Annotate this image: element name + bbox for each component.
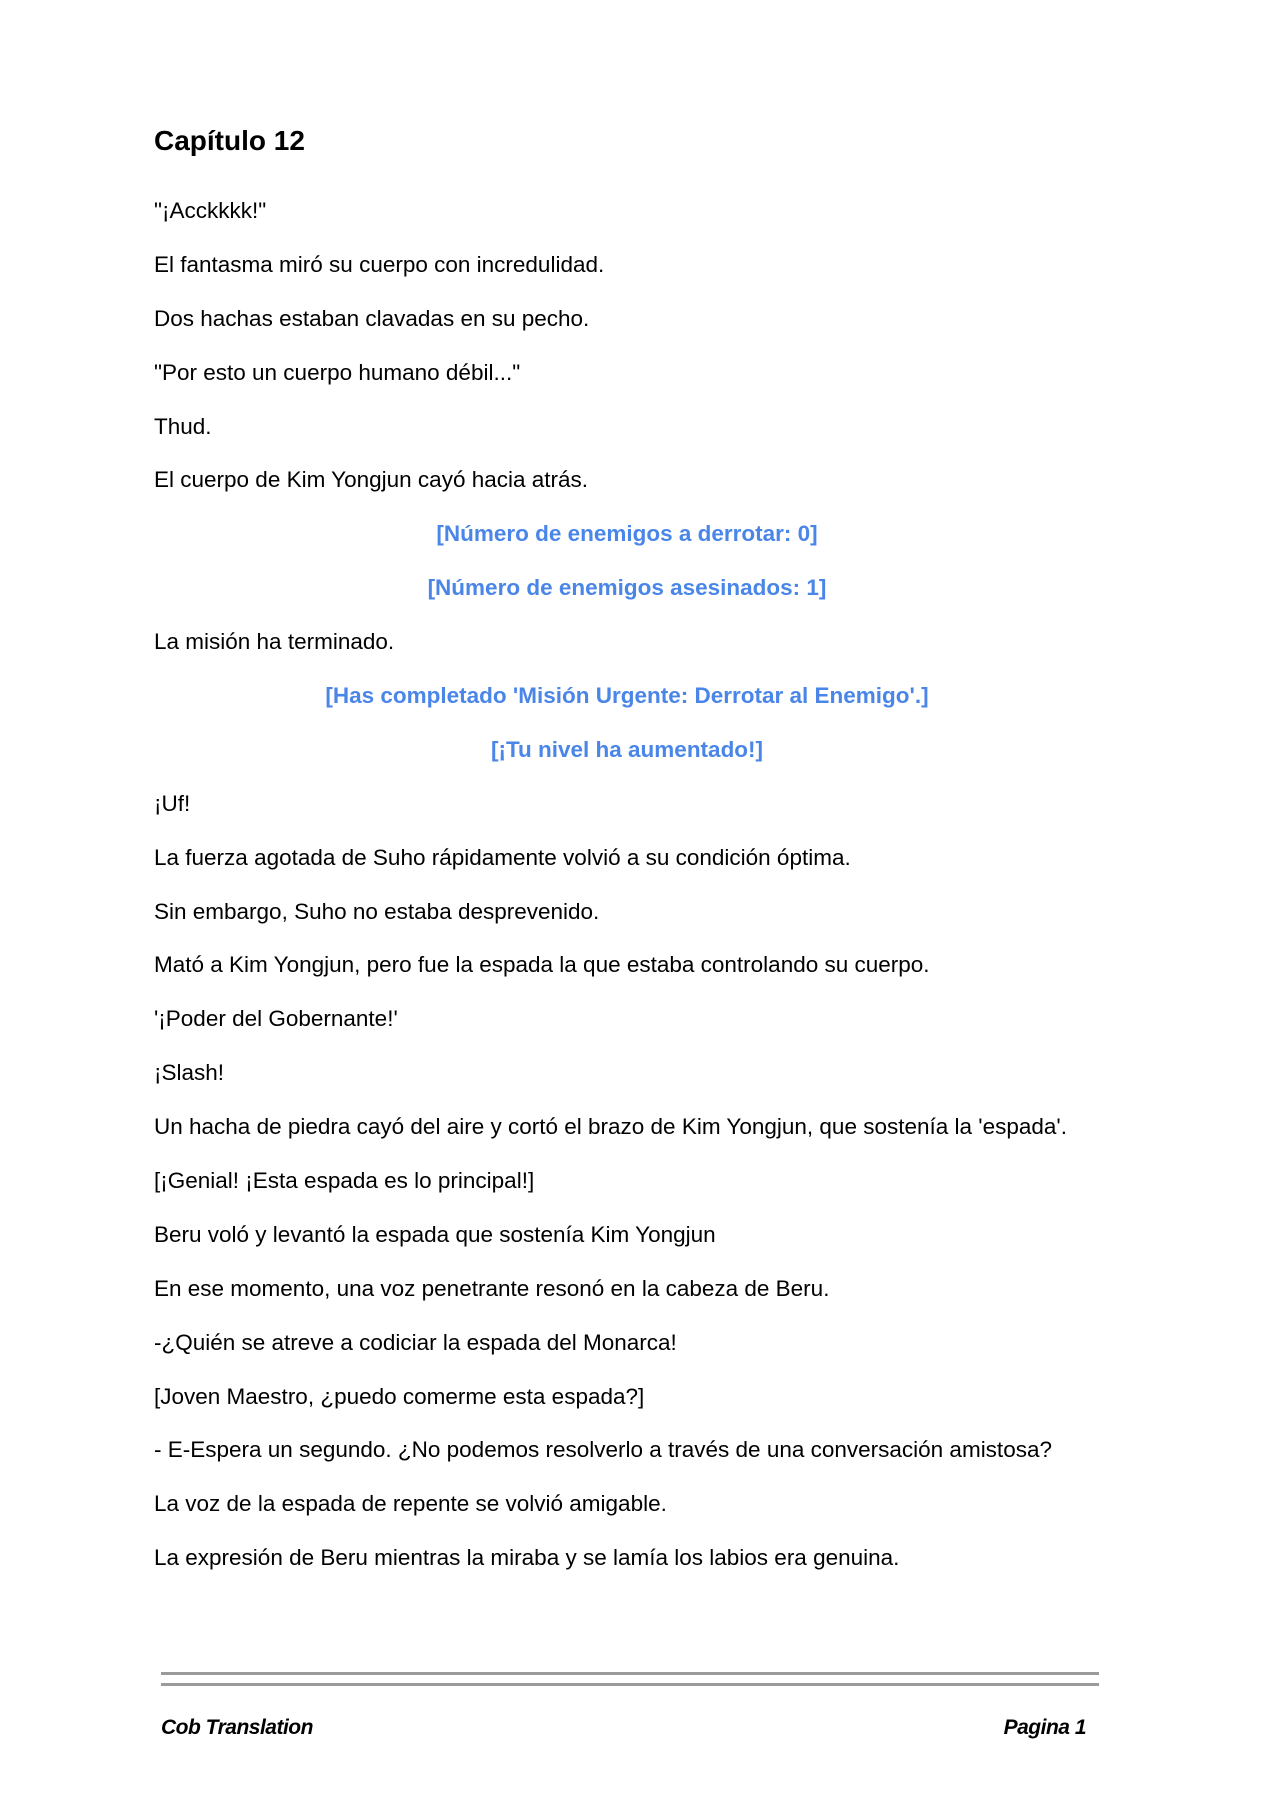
system-message: [Has completado 'Misión Urgente: Derrotar al Enemigo'.] (325, 683, 929, 709)
footer-rule-bottom (161, 1683, 1099, 1686)
paragraph: [Joven Maestro, ¿puedo comerme esta espada?] (154, 1383, 645, 1409)
paragraph: Thud. (154, 413, 212, 439)
system-message: [Número de enemigos asesinados: 1] (427, 575, 827, 601)
paragraph: ¡Slash! (154, 1060, 225, 1086)
paragraph: La fuerza agotada de Suho rápidamente volvió a su condición óptima. (154, 844, 851, 870)
footer-rule-top (161, 1672, 1099, 1675)
paragraph: -¿Quién se atreve a codiciar la espada del Monarca! (154, 1329, 677, 1355)
paragraph: '¡Poder del Gobernante!' (154, 1006, 398, 1032)
paragraph: El fantasma miró su cuerpo con incredulidad. (154, 251, 605, 277)
paragraph: ¡Uf! (154, 790, 191, 816)
footer-left-text: Cob Translation (161, 1716, 313, 1739)
system-message: [¡Tu nivel ha aumentado!] (490, 736, 764, 762)
paragraph: La misión ha terminado. (154, 629, 395, 655)
paragraph: Sin embargo, Suho no estaba desprevenido. (154, 898, 600, 924)
paragraph: "¡Acckkkk!" (154, 198, 267, 223)
paragraph: El cuerpo de Kim Yongjun cayó hacia atrás. (154, 467, 589, 493)
paragraph: Mató a Kim Yongjun, pero fue la espada la que estaba controlando su cuerpo. (154, 952, 930, 978)
paragraph: "Por esto un cuerpo humano débil..." (154, 359, 521, 385)
paragraph: La voz de la espada de repente se volvió amigable. (154, 1491, 667, 1517)
paragraph: Un hacha de piedra cayó del aire y cortó el brazo de Kim Yongjun, que sostenía la 'espada'. (154, 1114, 1067, 1140)
paragraph: - E-Espera un segundo. ¿No podemos resolverlo a través de una conversación amistosa? (154, 1437, 1052, 1463)
system-message: [Número de enemigos a derrotar: 0] (436, 521, 818, 547)
paragraph: Dos hachas estaban clavadas en su pecho. (154, 305, 590, 331)
paragraph-list (154, 193, 1100, 1575)
paragraph: En ese momento, una voz penetrante resonó en la cabeza de Beru. (154, 1275, 830, 1301)
document-body (154, 122, 1100, 1594)
footer-page-number: Pagina 1 (1003, 1716, 1086, 1739)
paragraph: Beru voló y levantó la espada que sostenía Kim Yongjun (154, 1221, 716, 1247)
chapter-title: Capítulo 12 (154, 125, 305, 156)
paragraph: [¡Genial! ¡Esta espada es lo principal!] (154, 1168, 535, 1194)
paragraph: La expresión de Beru mientras la miraba y se lamía los labios era genuina. (154, 1545, 900, 1571)
